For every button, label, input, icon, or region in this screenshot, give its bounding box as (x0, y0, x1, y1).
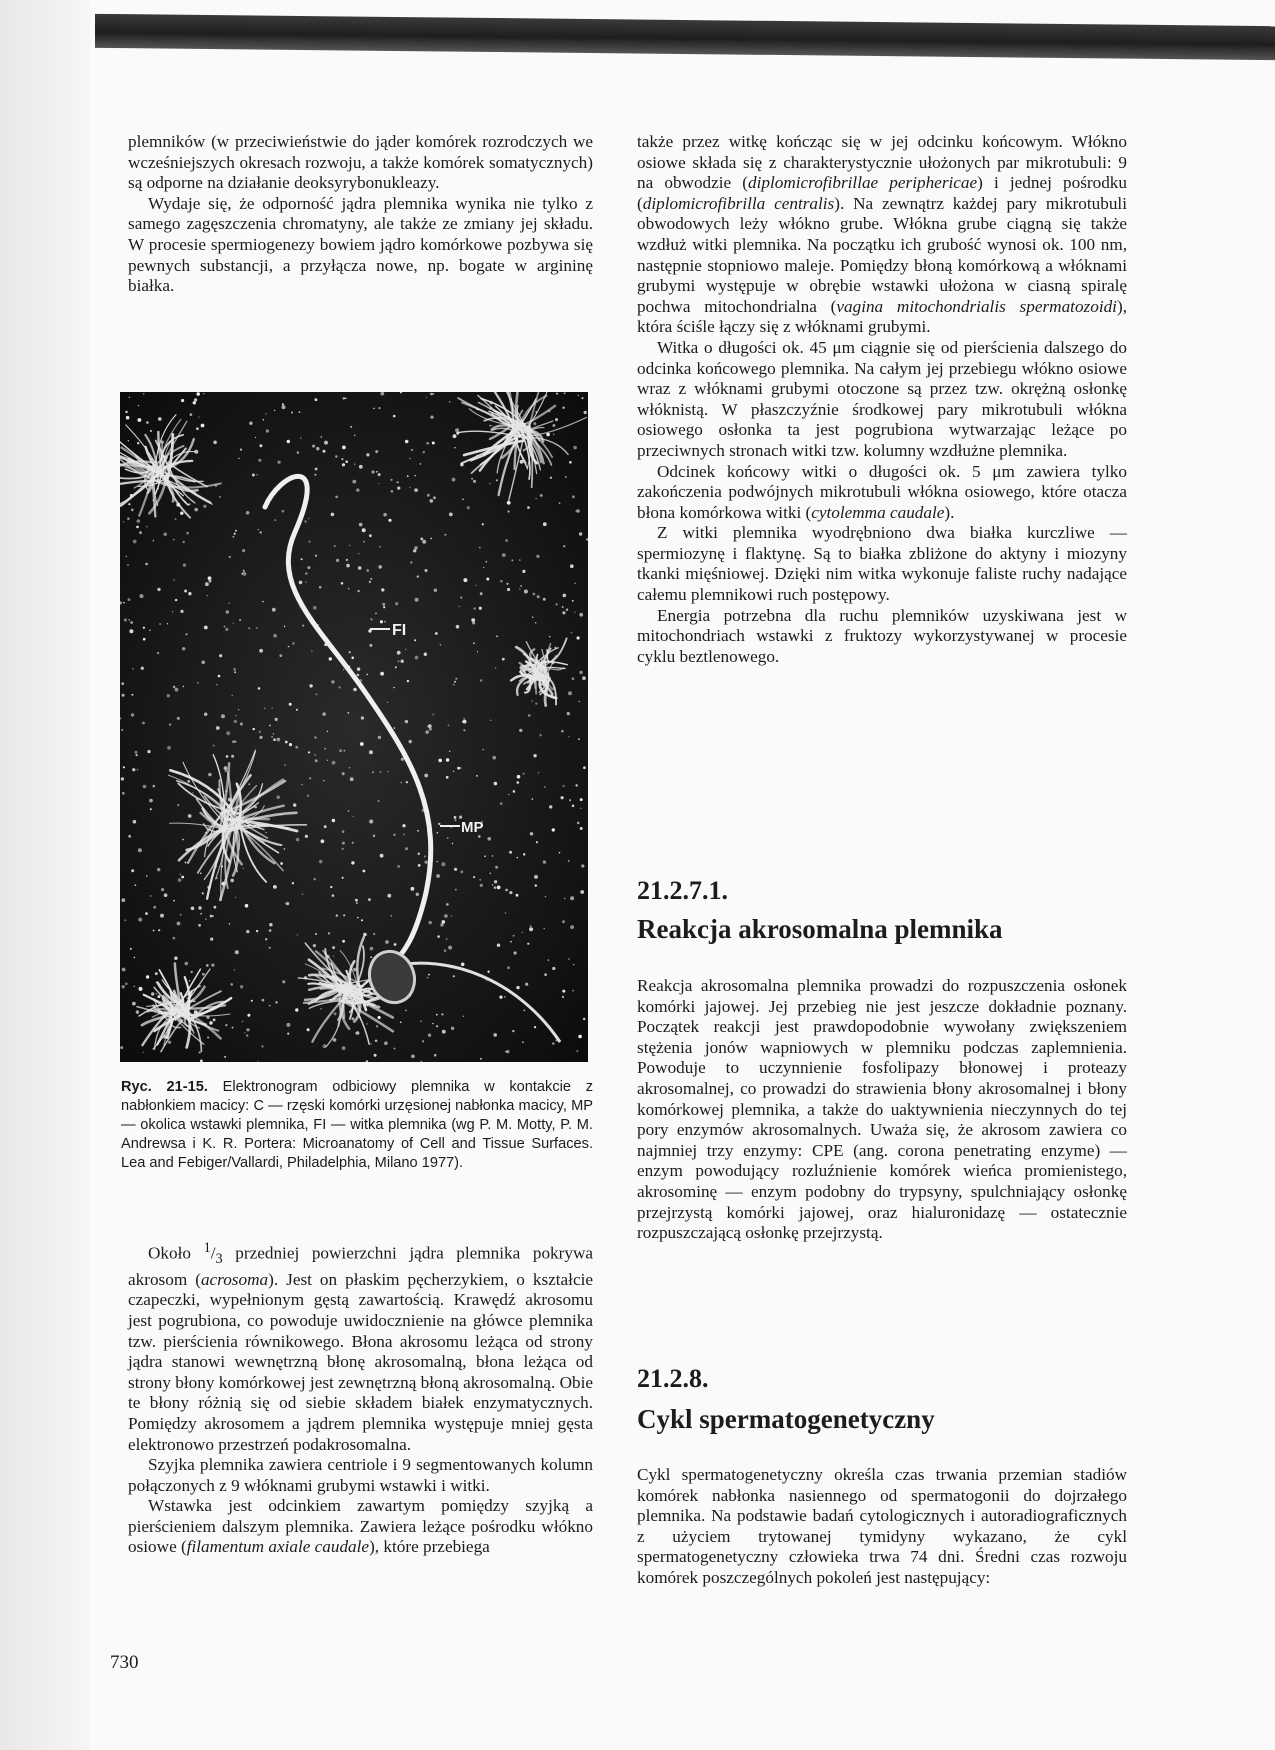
figure-caption (121, 1078, 593, 1173)
paragraph: Reakcja akrosomalna plemnika prowadzi do rozpuszczenia osłonek komórki jajowej. Jej przebieg nie jest jeszcze dokładnie poznany. Początek reakcji jest prawdopodobnie wywołany zwiększeniem stężenia jonów wapniowych w plemniku podczas zaplemnienia. Powoduje to uczynnienie fosfolipazy błonowej i proteazy akrosomalnej, co prowadzi do strawienia błony akrosomalnej i błony komórkowej plemnika, a także do uaktywnienia nieczynnych do tej pory enzymów akrosomalnych. Uważa się, że akrosom zawiera co najmniej trzy enzymy: CPE (ang. corona penetrating enzyme) — enzym powodujący rozluźnienie komórek wieńca promienistego, akrosominę — enzym podobny do trypsyny, spulchniający osłonkę przejrzystą komórki jajowej, oraz hialuronidazę — ostatecznie rozpuszczającą osłonkę przejrzystą. (637, 976, 1127, 1243)
figure-label-fi: FI (392, 622, 407, 639)
latin-term: diplomicrofibrillae periphericae (748, 173, 978, 193)
paragraph-acrosome: Około $^1/_3$ przedniej powierzchni jądra plemnika pokrywa akrosom (acrosoma). Jest on płaskim pęcherzykiem, o kształcie czapeczki, wypełnionym gęstą zawartością. Krawędź akrosomu jest pogrubiona, co powoduje uwidocznienie na główce plemnika tzw. pierścienia równikowego. Błona akrosomu leżąca od strony jądra stanowi wewnętrzną błonę akrosomalną, błona leżąca od strony błony komórkowej jest zewnętrzną błoną akrosomalną. Obie te błony różnią się od siebie składem białek enzymatycznych. Pomiędzy akrosomem a jądrem plemnika występuje mniej gęsta elektronowo przestrzeń podakrosomalna. (128, 1240, 593, 1454)
fraction-numerator: 1 (203, 1240, 211, 1256)
paragraph: Cykl spermatogenetyczny określa czas trwania przemian stadiów komórek nabłonka nasiennego od spermatogonii do dojrzałego plemnika. Na podstawie badań cytologicznych i autoradiograficznych z użyciem trytowanej tymidyny wykazano, że cykl spermatogenetyczny człowieka trwa 74 dni. Średni czas rozwoju komórek poszczególnych pokoleń jest następujący: (637, 1465, 1127, 1587)
electron-micrograph-figure (120, 392, 588, 1062)
left-column-bottom (128, 1238, 593, 1558)
paragraph-midpiece: Wstawka jest odcinkiem zawartym pomiędzy szyjką a pierścieniem dalszym plemnika. Zawiera leżące pośrodku włókno osiowe (filamentum axiale caudale), które przebiega (128, 1496, 593, 1557)
left-column-top (128, 132, 593, 297)
figure-label-mp: MP (461, 819, 484, 836)
paragraph: Z witki plemnika wyodrębniono dwa białka kurczliwe — spermiozynę i flaktynę. Są to białka zbliżone do aktyny i miozyny tkanki mięśniowej. Dzięki nim witka wykonuje faliste ruchy nadające całemu plemnikowi ruch postępowy. (637, 523, 1127, 605)
paragraph-endpiece: Odcinek końcowy witki o długości ok. 5 μm zawiera tylko zakończenia podwójnych mikrotubuli włókna osiowego, które otacza błona komórkowa witki (cytolemma caudale). (637, 461, 1127, 522)
section-number: 21.2.7.1. (637, 876, 728, 905)
caption-label: Ryc. 21-15. (121, 1079, 208, 1095)
section-number: 21.2.8. (637, 1364, 709, 1393)
section-title: Cykl spermatogenetyczny (637, 1404, 935, 1434)
paragraph: Wydaje się, że odporność jądra plemnika wynika nie tylko z samego zagęszczenia chromatyny, ale także ze zmiany jej składu. W procesie spermiogenezy bowiem jądro komórkowe pozbywa się pewnych substancji, a przyłącza nowe, np. bogate w argininę białka. (128, 193, 593, 296)
caption-text: Elektronogram odbiciowy plemnika w kontakcie z nabłonkiem macicy: C — rzęski komórki urzęsionej nabłonka macicy, MP — okolica wstawki plemnika, FI — witka plemnika (wg P. M. Motty, P. M. Andrewsa i K. R. Portera: Microanatomy of Cell and Tissue Surfaces. Lea and Febiger/Vallardi, Philadelphia, Milano 1977). (121, 1079, 593, 1171)
scan-left-edge (0, 0, 90, 1750)
paragraph: Energia potrzebna dla ruchu plemników uzyskiwana jest w mitochondriach wstawki z fruktozy wykorzystywanej w procesie cyklu beztlenowego. (637, 605, 1127, 666)
section-body (637, 976, 1127, 1244)
paragraph-axoneme: także przez witkę kończąc się w jej odcinku końcowym. Włókno osiowe składa się z charakterystycznie ułożonych par mikrotubuli: 9 na obwodzie (diplomicrofibrillae periphericae) i jednej pośrodku (diplomicrofibrilla centralis). Na zewnątrz każdej pary mikrotubuli obwodowych leży włókno grube. Włókna grube ciągną się także wzdłuż witki plemnika. Na początku ich grubość wynosi ok. 100 nm, następnie stopniowo maleje. Pomiędzy błoną komórkową a włóknami grubymi występuje w obrębie wstawki ułożona w ciasną spiralę pochwa mitochondrialna (vagina mitochondrialis spermatozoidi), która ściśle łączy się z włóknami grubymi. (637, 132, 1127, 337)
latin-term: cytolemma caudale (811, 502, 945, 522)
latin-term: diplomicrofibrilla centralis (642, 193, 835, 213)
latin-term: vagina mitochondrialis spermatozoidi (836, 296, 1117, 316)
paragraph: Szyjka plemnika zawiera centriole i 9 segmentowanych kolumn połączonych z 9 włóknami grubymi wstawki i witki. (128, 1455, 593, 1495)
section-title: Reakcja akrosomalna plemnika (637, 914, 1003, 944)
paragraph: plemników (w przeciwieństwie do jąder komórek rozrodczych we wcześniejszych okresach rozwoju, a także komórek somatycznych) są odporne na działanie deoksyrybonukleazy. (128, 132, 593, 193)
right-column-top (637, 132, 1127, 667)
micrograph-image (120, 392, 588, 1062)
latin-term: acrosoma (200, 1269, 269, 1289)
page-number: 730 (110, 1652, 139, 1673)
fraction-denominator: 3 (215, 1251, 223, 1268)
paragraph: Witka o długości ok. 45 μm ciągnie się od pierścienia dalszego do odcinka końcowego plemnika. Na całym jej przebiegu włókno osiowe wraz z włóknami grubymi otoczone są przez tzw. okrężną osłonkę włóknistą. W płaszczyźnie środkowej pary mikrotubuli włókna osiowego osłonka ta jest pogrubiona wytwarzając leżące po przeciwnych stronach witki tzw. kolumny wzdłużne plemnika. (637, 337, 1127, 460)
latin-term: filamentum axiale caudale (186, 1537, 370, 1557)
section-body (637, 1465, 1127, 1589)
scan-top-shadow (95, 14, 1275, 60)
